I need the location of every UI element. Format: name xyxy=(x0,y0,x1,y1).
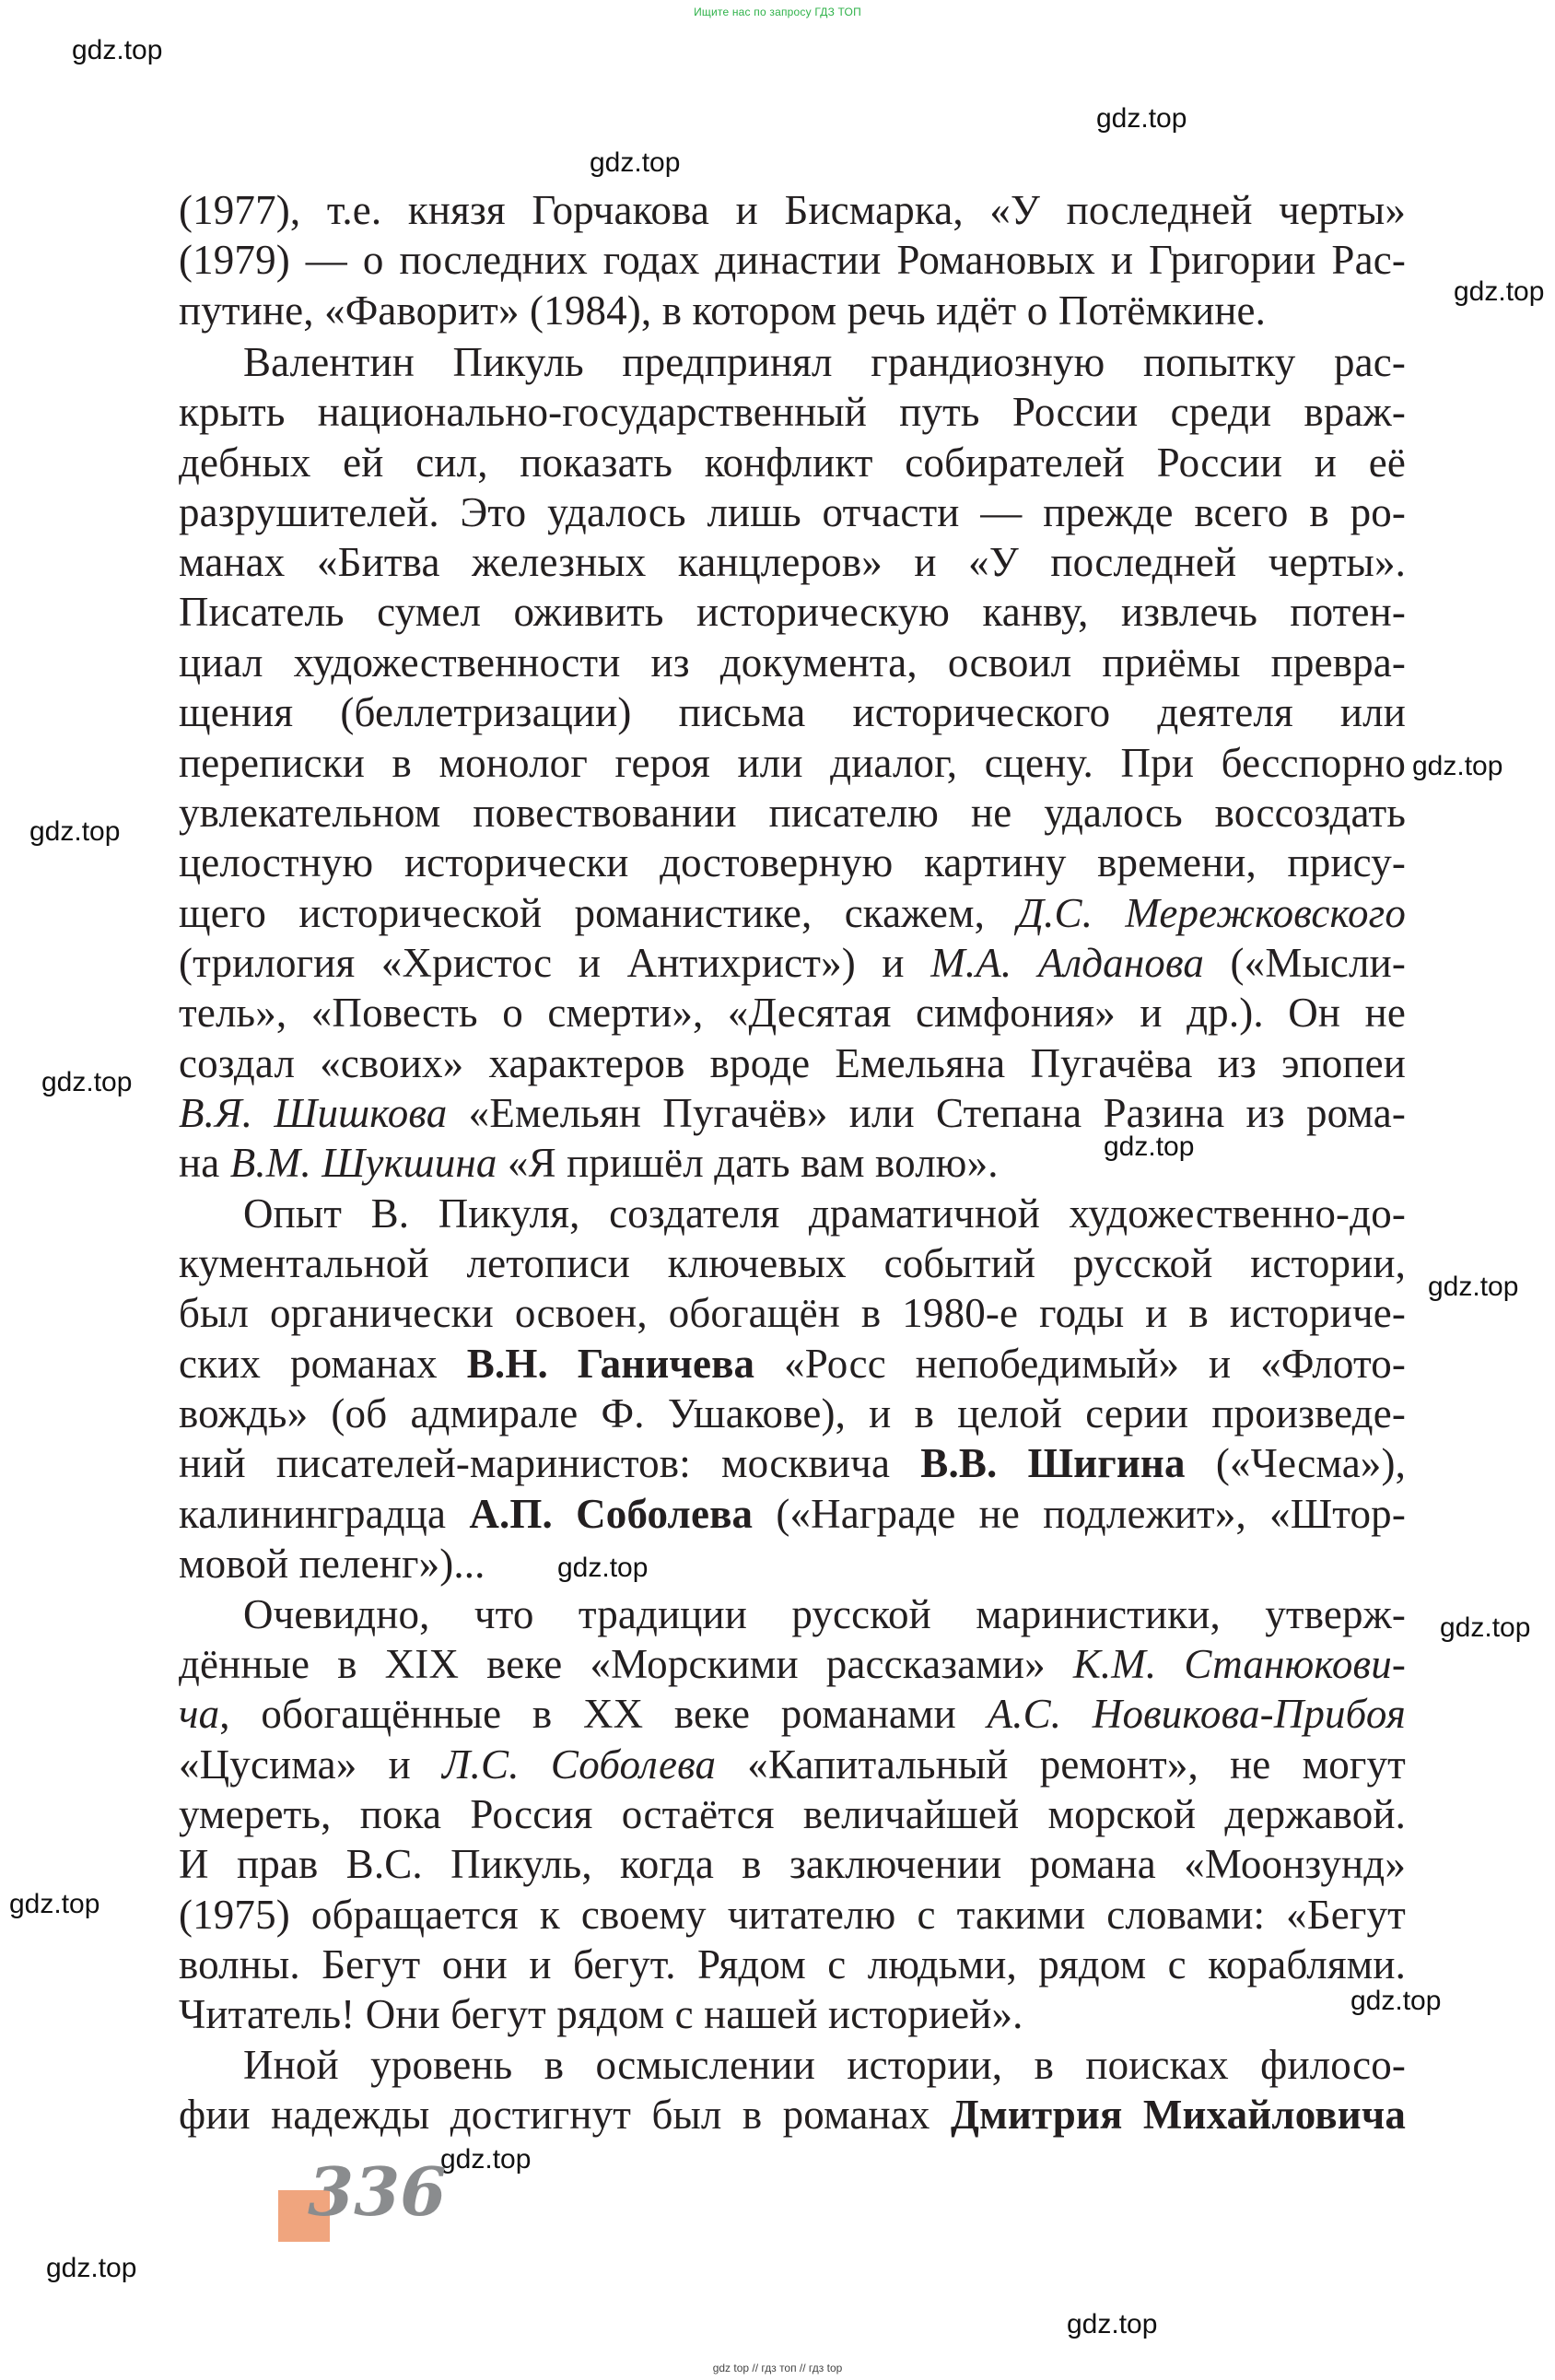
text-line xyxy=(179,235,1406,285)
text-run: переписки в монолог героя или диалог, сцену. При бесспорно xyxy=(179,740,1406,786)
text-line xyxy=(179,1890,1406,1940)
text-line xyxy=(179,487,1406,537)
text-run: циал художественности из документа, освоил приёмы превра- xyxy=(179,639,1406,686)
text-line xyxy=(179,788,1406,838)
text-run: «Емельян Пугачёв» или Степана Разина из рома- xyxy=(447,1090,1406,1136)
watermark: gdz.top xyxy=(1454,276,1545,307)
text-run: целостную исторически достоверную картину времени, прису- xyxy=(179,839,1406,885)
watermark: gdz.top xyxy=(1412,751,1503,781)
text-run: («Чесма»), xyxy=(1185,1440,1406,1486)
text-run: «Росс непобедимый» и «Флото- xyxy=(754,1341,1406,1387)
text-run: ний писателей-маринистов: москвича xyxy=(179,1440,921,1486)
footer-note: gdz top // гдз топ // гдз top xyxy=(712,2362,843,2374)
text-run: Иной уровень в осмыслении истории, в поисках филосо- xyxy=(243,2042,1406,2088)
text-line xyxy=(243,2040,1406,2090)
watermark: gdz.top xyxy=(72,35,163,65)
italic-name: К.М. Станюкови- xyxy=(1072,1641,1406,1687)
italic-name: В.Я. Шишкова xyxy=(179,1090,448,1136)
text-line xyxy=(179,286,1406,335)
text-line xyxy=(243,337,1406,387)
text-run: , обогащённые в XX веке романами xyxy=(219,1691,988,1737)
text-run: волны. Бегут они и бегут. Рядом с людьми, рядом с кораблями. xyxy=(179,1941,1406,1987)
text-line xyxy=(179,2090,1406,2140)
text-line xyxy=(179,687,1406,737)
text-line xyxy=(179,1438,1406,1488)
italic-name: А.С. Новикова-Прибоя xyxy=(987,1691,1406,1737)
text-run: умереть, пока Россия остаётся величайшей морской державой. xyxy=(179,1791,1406,1837)
text-run: Читатель! Они бегут рядом с нашей историей». xyxy=(179,1991,1023,2037)
text-run: (1979) — о последних годах династии Романовых и Григории Рас- xyxy=(179,237,1406,283)
watermark: gdz.top xyxy=(440,2144,532,2175)
text-run: щения (беллетризации) письма исторического деятеля или xyxy=(179,689,1406,735)
text-line xyxy=(243,1189,1406,1238)
text-run: путине, «Фаворит» (1984), в котором речь идёт о Потёмкине. xyxy=(179,287,1267,334)
text-line xyxy=(179,1940,1406,1989)
text-run: дебных ей сил, показать конфликт собирателей России и её xyxy=(179,440,1406,486)
watermark: gdz.top xyxy=(1104,1131,1195,1162)
italic-name: М.А. Алданова xyxy=(930,940,1204,986)
text-run: был органически освоен, обогащён в 1980-е годы и в историче- xyxy=(179,1290,1406,1336)
text-line xyxy=(179,1489,1406,1539)
text-run: («Мысли- xyxy=(1203,940,1406,986)
bold-name: В.Н. Ганичева xyxy=(466,1341,755,1387)
text-run: «Я пришёл дать вам волю». xyxy=(497,1140,999,1186)
text-line xyxy=(179,1839,1406,1889)
watermark: gdz.top xyxy=(1350,1986,1442,2016)
text-line xyxy=(179,1339,1406,1389)
text-line xyxy=(179,988,1406,1038)
text-run: дённые в XIX веке «Морскими рассказами» xyxy=(179,1641,1073,1687)
text-run: мовой пеленг»)... xyxy=(179,1541,485,1587)
watermark: gdz.top xyxy=(1428,1272,1519,1302)
text-run: И прав В.С. Пикуль, когда в заключении романа «Моонзунд» xyxy=(179,1841,1406,1887)
text-run: (1977), т.е. князя Горчакова и Бисмарка, «У последней черты» xyxy=(179,187,1406,233)
text-line xyxy=(179,1689,1406,1739)
watermark: gdz.top xyxy=(9,1889,100,1919)
italic-name: Л.С. Соболева xyxy=(442,1741,717,1788)
text-run: фии надежды достигнут был в романах xyxy=(179,2092,951,2138)
text-run: Писатель сумел оживить историческую канву, извлечь потен- xyxy=(179,589,1406,635)
text-run: (трилогия «Христос и Антихрист») и xyxy=(179,940,931,986)
text-run: вождь» (об адмирале Ф. Ушакове), и в целой серии произведе- xyxy=(179,1390,1406,1436)
text-run: щего исторической романистике, скажем, xyxy=(179,890,1018,936)
text-run: калининградца xyxy=(179,1491,470,1537)
text-line xyxy=(179,888,1406,938)
text-line xyxy=(179,938,1406,988)
text-line xyxy=(179,1238,1406,1288)
text-line xyxy=(179,1038,1406,1088)
search-hint: Ищите нас по запросу ГДЗ ТОП xyxy=(694,6,861,18)
bold-name: В.В. Шигина xyxy=(920,1440,1186,1486)
watermark: gdz.top xyxy=(557,1553,649,1583)
text-line xyxy=(179,1989,1406,2039)
watermark: gdz.top xyxy=(590,147,681,178)
text-run: разрушителей. Это удалось лишь отчасти — прежде всего в ро- xyxy=(179,489,1406,535)
text-run: «Цусима» и xyxy=(179,1741,443,1788)
text-line xyxy=(243,1589,1406,1639)
text-line xyxy=(179,838,1406,887)
bold-name: А.П. Соболева xyxy=(469,1491,754,1537)
watermark: gdz.top xyxy=(41,1067,133,1097)
italic-name: Д.С. Мережковского xyxy=(1017,890,1406,936)
text-line xyxy=(179,438,1406,487)
text-line xyxy=(179,185,1406,235)
text-line xyxy=(179,638,1406,687)
italic-name: ча xyxy=(179,1691,220,1737)
text-run: Валентин Пикуль предпринял грандиозную попытку рас- xyxy=(243,339,1406,385)
text-run: «Капитальный ремонт», не могут xyxy=(716,1741,1406,1788)
text-run: Опыт В. Пикуля, создателя драматичной художественно-до- xyxy=(243,1190,1406,1237)
text-line xyxy=(179,738,1406,788)
text-line xyxy=(179,1740,1406,1789)
page-number: 336 xyxy=(308,2152,447,2231)
bold-name: Дмитрия Михайловича xyxy=(950,2092,1407,2138)
watermark: gdz.top xyxy=(1440,1612,1531,1643)
text-line xyxy=(179,1088,1406,1138)
text-run: крыть национально-государственный путь России среди враж- xyxy=(179,389,1406,435)
watermark: gdz.top xyxy=(1067,2309,1158,2339)
text-run: («Награде не подлежит», «Штор- xyxy=(753,1491,1406,1537)
text-line xyxy=(179,537,1406,587)
text-line xyxy=(179,1789,1406,1839)
text-line xyxy=(179,1138,1406,1188)
text-line xyxy=(179,1639,1406,1689)
text-run: манах «Битва железных канцлеров» и «У последней черты». xyxy=(179,539,1406,585)
text-run: создал «своих» характеров вроде Емельяна Пугачёва из эпопеи xyxy=(179,1040,1406,1086)
text-run: увлекательном повествовании писателю не удалось воссоздать xyxy=(179,790,1406,836)
italic-name: В.М. Шукшина xyxy=(229,1140,497,1186)
text-run: (1975) обращается к своему читателю с такими словами: «Бегут xyxy=(179,1892,1406,1938)
text-run: тель», «Повесть о смерти», «Десятая симфония» и др.). Он не xyxy=(179,990,1406,1036)
text-run: на xyxy=(179,1140,230,1186)
text-line xyxy=(179,1288,1406,1338)
text-run: ских романах xyxy=(179,1341,467,1387)
text-line xyxy=(179,1389,1406,1438)
text-line xyxy=(179,387,1406,437)
text-run: кументальной летописи ключевых событий русской истории, xyxy=(179,1240,1406,1286)
watermark: gdz.top xyxy=(46,2253,137,2283)
text-line xyxy=(179,1539,1406,1589)
watermark: gdz.top xyxy=(29,816,121,847)
text-line xyxy=(179,587,1406,637)
watermark: gdz.top xyxy=(1096,103,1187,134)
text-run: Очевидно, что традиции русской маринистики, утверж- xyxy=(243,1591,1406,1637)
